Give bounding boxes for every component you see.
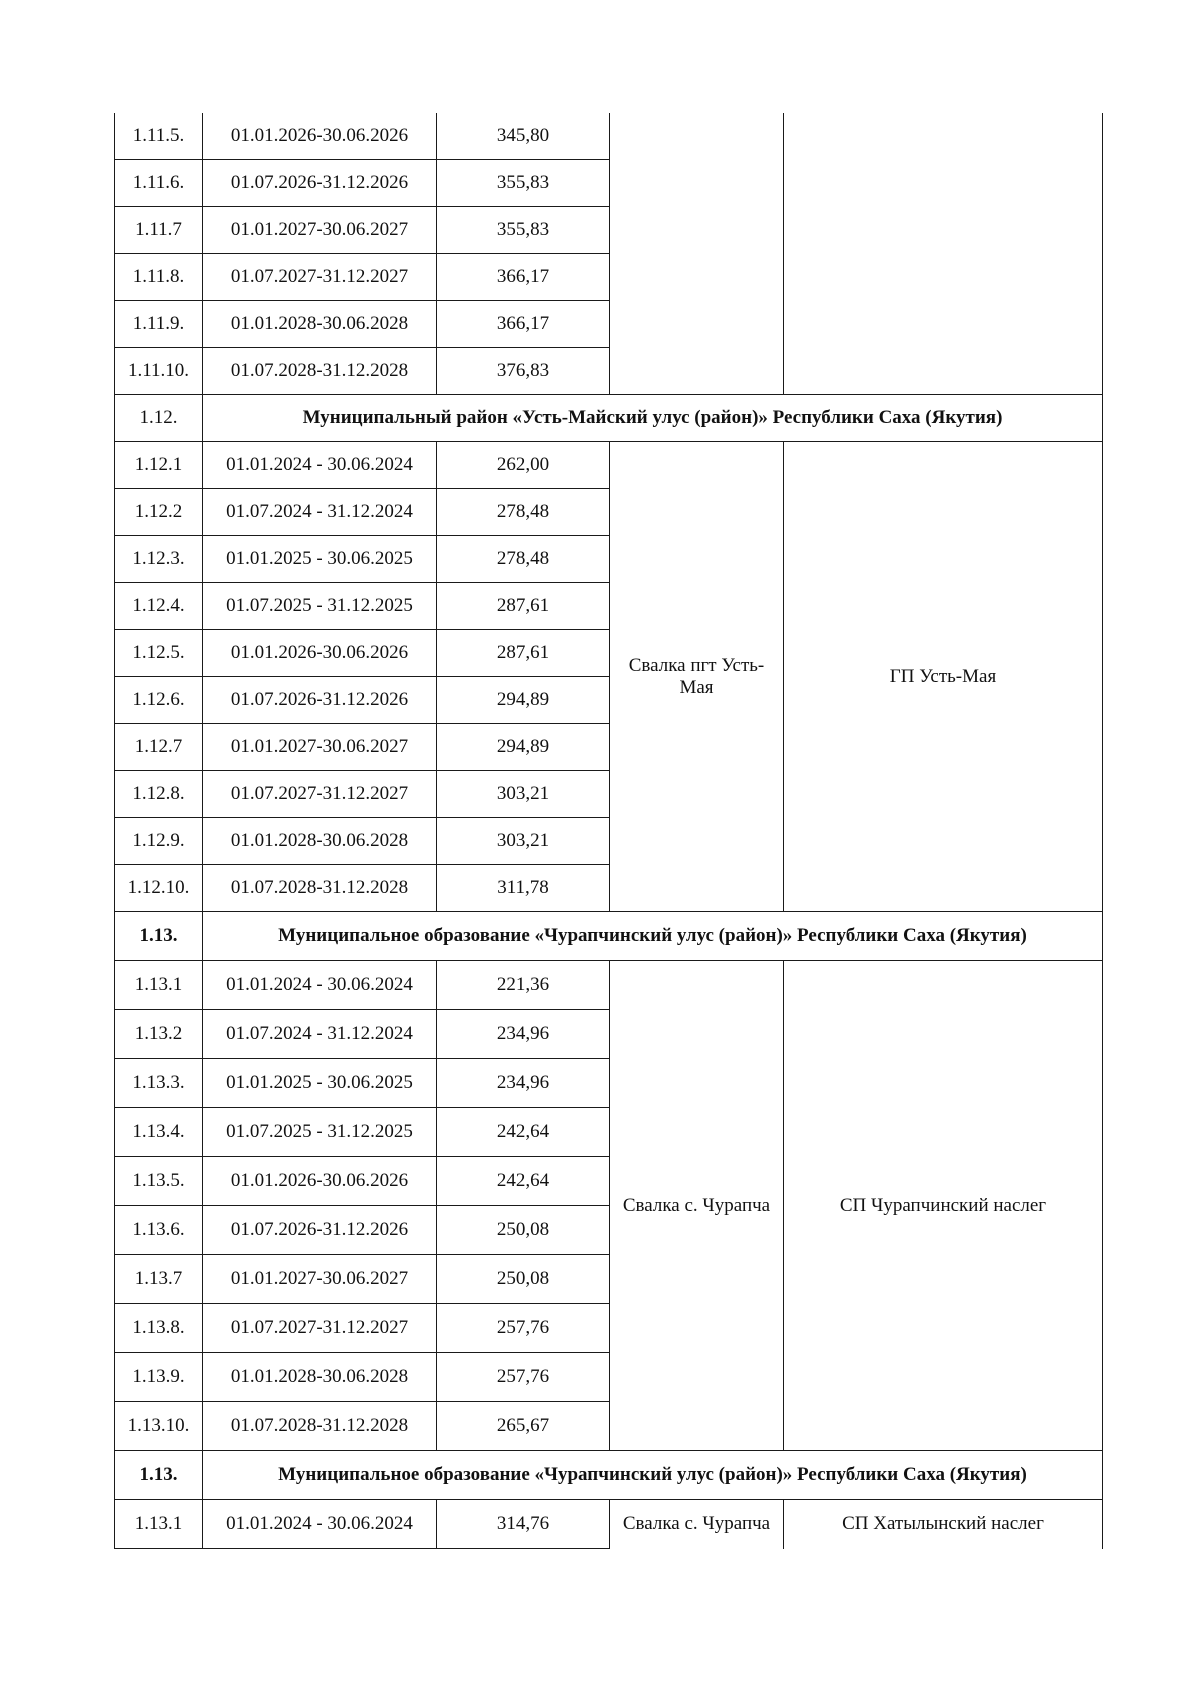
row-period: 01.07.2026-31.12.2026	[203, 677, 437, 724]
row-value: 287,61	[437, 583, 610, 630]
row-code: 1.12.5.	[115, 630, 203, 677]
landfill-name: Свалка пгт Усть-Мая	[628, 654, 765, 698]
row-period: 01.07.2025 - 31.12.2025	[203, 1108, 437, 1157]
row-period: 01.01.2026-30.06.2026	[203, 630, 437, 677]
table-row	[115, 442, 1103, 489]
row-value: 250,08	[437, 1206, 610, 1255]
row-value: 366,17	[437, 301, 610, 348]
row-value: 311,78	[437, 865, 610, 912]
row-value: 294,89	[437, 724, 610, 771]
section-code: 1.13.	[115, 1451, 203, 1500]
row-code: 1.12.9.	[115, 818, 203, 865]
row-period: 01.01.2027-30.06.2027	[203, 207, 437, 254]
section-title: Муниципальное образование «Чурапчинский улус (район)» Республики Саха (Якутия)	[203, 1451, 1103, 1500]
landfill-cell	[610, 961, 784, 1451]
row-period: 01.01.2028-30.06.2028	[203, 1353, 437, 1402]
row-period: 01.07.2027-31.12.2027	[203, 771, 437, 818]
row-code: 1.13.2	[115, 1010, 203, 1059]
row-period: 01.07.2024 - 31.12.2024	[203, 489, 437, 536]
landfill-name: Свалка с. Чурапча	[622, 1513, 771, 1535]
row-period: 01.01.2025 - 30.06.2025	[203, 536, 437, 583]
landfill-cell	[610, 1500, 784, 1549]
row-period: 01.01.2025 - 30.06.2025	[203, 1059, 437, 1108]
row-code: 1.13.1	[115, 961, 203, 1010]
section-header-row	[115, 395, 1103, 442]
landfill-cell	[610, 442, 784, 912]
row-code: 1.13.5.	[115, 1157, 203, 1206]
row-code: 1.13.8.	[115, 1304, 203, 1353]
row-period: 01.01.2028-30.06.2028	[203, 818, 437, 865]
row-value: 355,83	[437, 207, 610, 254]
row-period: 01.07.2026-31.12.2026	[203, 160, 437, 207]
row-code: 1.13.7	[115, 1255, 203, 1304]
row-value: 250,08	[437, 1255, 610, 1304]
landfill-name: Свалка с. Чурапча	[622, 1194, 771, 1216]
section-title: Муниципальный район «Усть-Майский улус (район)» Республики Саха (Якутия)	[203, 395, 1103, 442]
row-code: 1.11.7	[115, 207, 203, 254]
row-period: 01.07.2027-31.12.2027	[203, 254, 437, 301]
settlement-name: СП Чурапчинский наслег	[839, 1194, 1047, 1216]
row-value: 314,76	[437, 1500, 610, 1549]
row-period: 01.01.2026-30.06.2026	[203, 1157, 437, 1206]
row-period: 01.01.2027-30.06.2027	[203, 1255, 437, 1304]
row-period: 01.07.2028-31.12.2028	[203, 865, 437, 912]
section-code: 1.13.	[115, 912, 203, 961]
row-value: 345,80	[437, 113, 610, 160]
row-period: 01.01.2024 - 30.06.2024	[203, 1500, 437, 1549]
row-value: 303,21	[437, 771, 610, 818]
row-period: 01.07.2027-31.12.2027	[203, 1304, 437, 1353]
table-row	[115, 1500, 1103, 1549]
table-row	[115, 961, 1103, 1010]
row-code: 1.11.5.	[115, 113, 203, 160]
settlement-name: ГП Усть-Мая	[889, 665, 997, 687]
row-code: 1.11.6.	[115, 160, 203, 207]
row-period: 01.07.2025 - 31.12.2025	[203, 583, 437, 630]
row-code: 1.12.2	[115, 489, 203, 536]
row-value: 355,83	[437, 160, 610, 207]
section-code: 1.12.	[115, 395, 203, 442]
row-code: 1.13.1	[115, 1500, 203, 1549]
row-value: 287,61	[437, 630, 610, 677]
row-code: 1.13.3.	[115, 1059, 203, 1108]
row-code: 1.11.10.	[115, 348, 203, 395]
row-code: 1.12.6.	[115, 677, 203, 724]
row-code: 1.13.9.	[115, 1353, 203, 1402]
row-code: 1.12.1	[115, 442, 203, 489]
row-period: 01.07.2026-31.12.2026	[203, 1206, 437, 1255]
row-period: 01.07.2028-31.12.2028	[203, 1402, 437, 1451]
row-value: 234,96	[437, 1010, 610, 1059]
row-value: 242,64	[437, 1108, 610, 1157]
section-header-row	[115, 912, 1103, 961]
row-code: 1.13.6.	[115, 1206, 203, 1255]
row-value: 278,48	[437, 536, 610, 583]
row-value: 265,67	[437, 1402, 610, 1451]
settlement-name: СП Хатылынский наслег	[842, 1513, 1044, 1535]
row-code: 1.13.10.	[115, 1402, 203, 1451]
row-period: 01.01.2026-30.06.2026	[203, 113, 437, 160]
settlement-cell	[784, 113, 1103, 395]
row-value: 294,89	[437, 677, 610, 724]
row-value: 234,96	[437, 1059, 610, 1108]
tariff-table	[114, 113, 1103, 1549]
row-code: 1.12.3.	[115, 536, 203, 583]
row-period: 01.01.2024 - 30.06.2024	[203, 442, 437, 489]
row-value: 376,83	[437, 348, 610, 395]
row-period: 01.07.2024 - 31.12.2024	[203, 1010, 437, 1059]
section-header-row	[115, 1451, 1103, 1500]
row-code: 1.12.7	[115, 724, 203, 771]
row-code: 1.12.8.	[115, 771, 203, 818]
row-value: 262,00	[437, 442, 610, 489]
settlement-cell	[784, 1500, 1103, 1549]
section-title: Муниципальное образование «Чурапчинский улус (район)» Республики Саха (Якутия)	[203, 912, 1103, 961]
row-value: 257,76	[437, 1353, 610, 1402]
row-value: 278,48	[437, 489, 610, 536]
row-value: 366,17	[437, 254, 610, 301]
table-row	[115, 113, 1103, 160]
row-value: 303,21	[437, 818, 610, 865]
settlement-cell	[784, 442, 1103, 912]
row-code: 1.12.10.	[115, 865, 203, 912]
row-value: 242,64	[437, 1157, 610, 1206]
row-period: 01.07.2028-31.12.2028	[203, 348, 437, 395]
row-period: 01.01.2027-30.06.2027	[203, 724, 437, 771]
row-value: 221,36	[437, 961, 610, 1010]
row-code: 1.11.9.	[115, 301, 203, 348]
row-code: 1.13.4.	[115, 1108, 203, 1157]
row-period: 01.01.2028-30.06.2028	[203, 301, 437, 348]
row-period: 01.01.2024 - 30.06.2024	[203, 961, 437, 1010]
row-value: 257,76	[437, 1304, 610, 1353]
settlement-cell	[784, 961, 1103, 1451]
row-code: 1.12.4.	[115, 583, 203, 630]
row-code: 1.11.8.	[115, 254, 203, 301]
landfill-cell	[610, 113, 784, 395]
